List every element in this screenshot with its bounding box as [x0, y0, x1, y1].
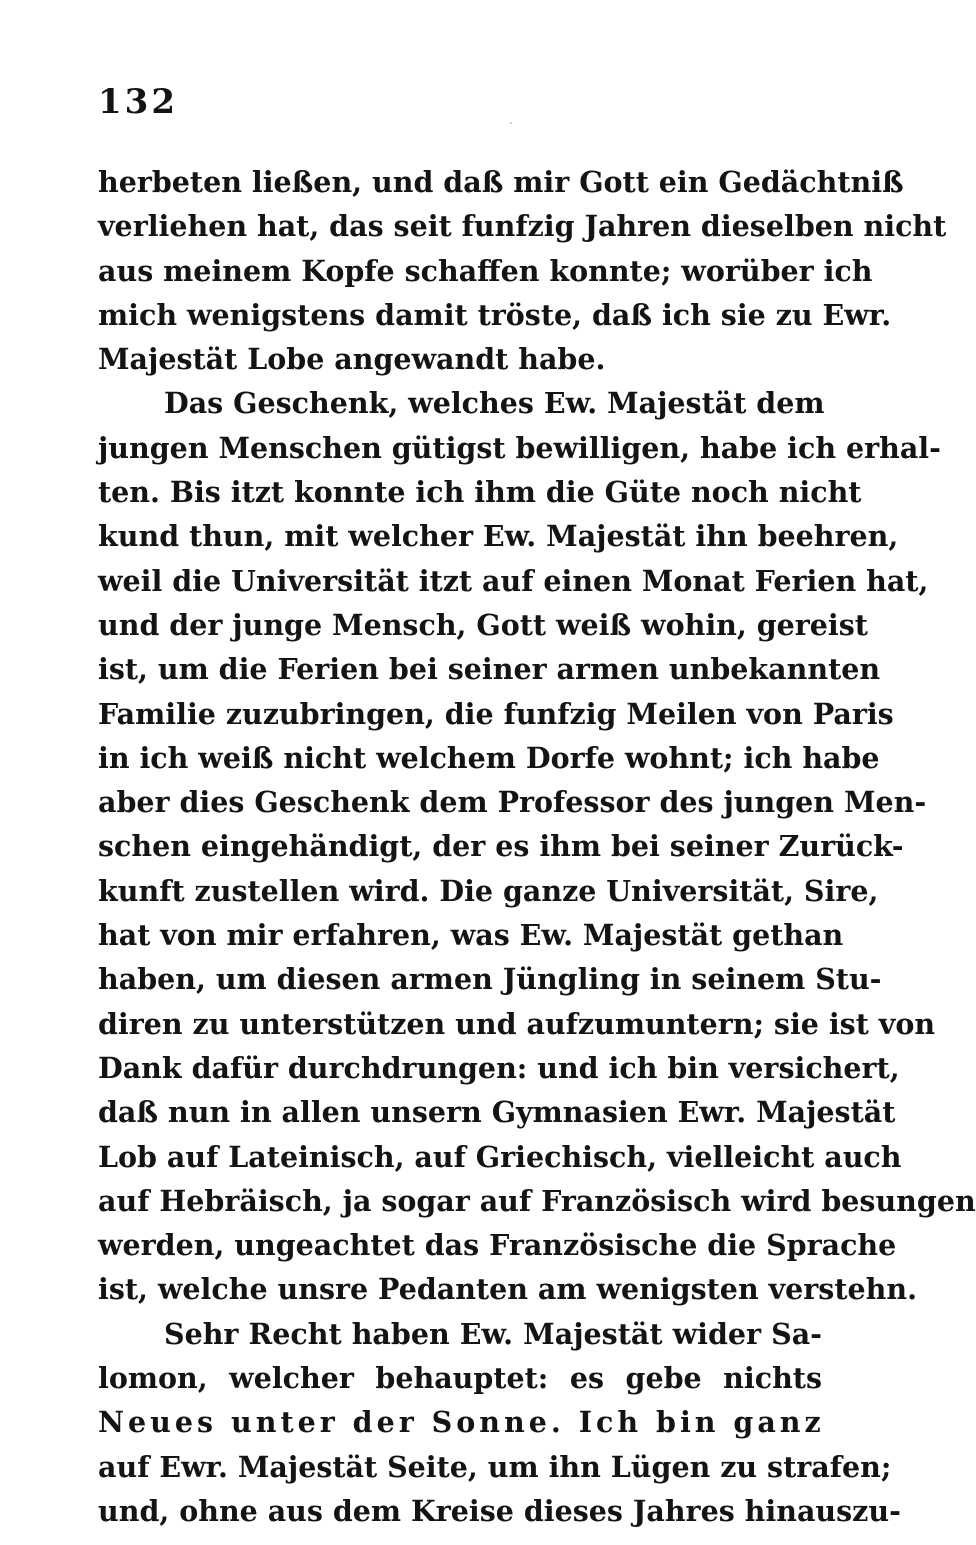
- page-number: 132: [98, 82, 178, 122]
- paragraph-start-line: Das Geschenk, welches Ew. Majestät dem: [164, 386, 825, 421]
- text-line: werden, ungeachtet das Französische die Sprache: [98, 1228, 897, 1263]
- text-line: jungen Menschen gütigst bewilligen, habe ich erhal-: [98, 430, 941, 465]
- body-text: [98, 160, 976, 1533]
- text-line: ist, welche unsre Pedanten am wenigsten verstehn.: [98, 1272, 917, 1307]
- text-line: und, ohne aus dem Kreise dieses Jahres hinauszu-: [98, 1493, 901, 1528]
- text-line: lomon, welcher behauptet: es gebe nichts: [98, 1361, 822, 1396]
- text-line: diren zu unterstützen und aufzumuntern; sie ist von: [98, 1006, 936, 1041]
- text-line: kund thun, mit welcher Ew. Majestät ihn beehren,: [98, 519, 899, 554]
- text-line: und der junge Mensch, Gott weiß wohin, gereist: [98, 607, 868, 642]
- text-line: haben, um diesen armen Jüngling in seinem Stu-: [98, 962, 882, 997]
- text-line: aber dies Geschenk dem Professor des jungen Men-: [98, 785, 927, 820]
- text-line: aus meinem Kopfe schaffen konnte; worüber ich: [98, 253, 873, 288]
- text-line: in ich weiß nicht welchem Dorfe wohnt; ich habe: [98, 740, 880, 775]
- text-line: Familie zuzubringen, die funfzig Meilen von Paris: [98, 696, 894, 731]
- text-line: Lob auf Lateinisch, auf Griechisch, vielleicht auch: [98, 1139, 902, 1174]
- text-line: hat von mir erfahren, was Ew. Majestät gethan: [98, 918, 844, 953]
- text-line: verliehen hat, das seit funfzig Jahren dieselben nicht: [98, 209, 947, 244]
- text-line: auf Ewr. Majestät Seite, um ihn Lügen zu strafen;: [98, 1449, 892, 1484]
- text-line: schen eingehändigt, der es ihm bei seiner Zurück-: [98, 829, 904, 864]
- text-line: weil die Universität itzt auf einen Monat Ferien hat,: [98, 563, 929, 598]
- text-line: kunft zustellen wird. Die ganze Universität, Sire,: [98, 873, 879, 908]
- text-line: mich wenigstens damit tröste, daß ich sie zu Ewr.: [98, 297, 892, 332]
- text-line: daß nun in allen unsern Gymnasien Ewr. Majestät: [98, 1095, 896, 1130]
- paragraph-start-line: Sehr Recht haben Ew. Majestät wider Sa-: [164, 1316, 822, 1351]
- text-line: auf Hebräisch, ja sogar auf Französisch wird besungen: [98, 1183, 976, 1218]
- text-line: Dank dafür durchdrungen: und ich bin versichert,: [98, 1050, 900, 1085]
- text-line: ten. Bis itzt konnte ich ihm die Güte noch nicht: [98, 475, 862, 510]
- paper-speck: [510, 122, 512, 124]
- text-line: Majestät Lobe angewandt habe.: [98, 342, 606, 377]
- text-line: ist, um die Ferien bei seiner armen unbekannten: [98, 652, 881, 687]
- text-line: Neues unter der Sonne. Ich bin ganz: [98, 1405, 825, 1440]
- text-line: herbeten ließen, und daß mir Gott ein Gedächtniß: [98, 165, 904, 199]
